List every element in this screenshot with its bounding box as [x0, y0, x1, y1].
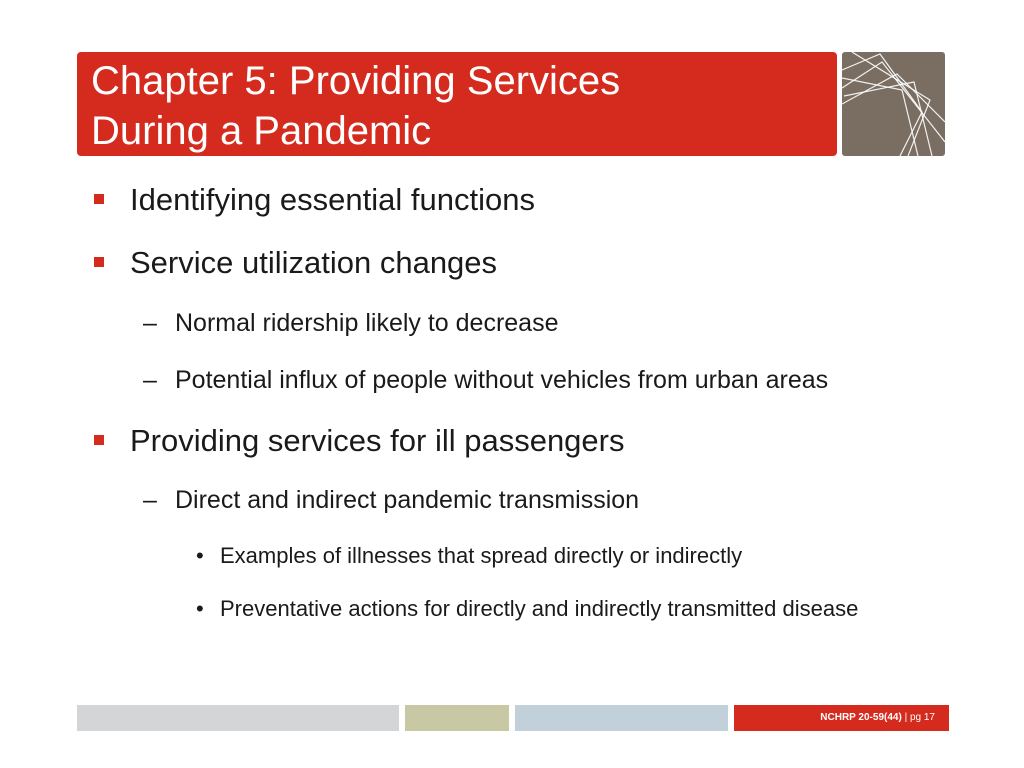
- footer-project-code: NCHRP 20-59(44): [820, 712, 902, 723]
- bullet-providing-services-ill-passengers: Providing services for ill passengers: [130, 423, 625, 459]
- dash-bullet-icon: –: [143, 309, 157, 337]
- bullet-identifying-essential-functions: Identifying essential functions: [130, 182, 535, 218]
- footer-page-number: pg 17: [909, 712, 935, 723]
- logo-tile: [842, 52, 945, 156]
- footer-separator: |: [904, 712, 908, 723]
- footer-page-label: [734, 705, 949, 731]
- footer-bar-olive: [405, 705, 509, 731]
- bullet-service-utilization-changes: Service utilization changes: [130, 245, 497, 281]
- page-title: [91, 56, 827, 156]
- title-line-1: Chapter 5: Providing Services: [91, 59, 621, 103]
- sub-bullet-direct-indirect-transmission: – Direct and indirect pandemic transmission: [143, 486, 640, 514]
- dash-bullet-icon: –: [143, 366, 157, 394]
- dot-bullet-icon: •: [196, 543, 204, 568]
- sub-sub-bullet-preventative-actions: • Preventative actions for directly and indirectly transmitted disease: [220, 594, 900, 624]
- title-line-2: During a Pandemic: [91, 109, 432, 153]
- dash-bullet-icon: –: [143, 486, 157, 514]
- dot-bullet-icon: •: [196, 596, 204, 621]
- sub-bullet-normal-ridership: – Normal ridership likely to decrease: [143, 309, 559, 337]
- abstract-lines-logo-icon: [842, 52, 945, 156]
- square-bullet-icon: [94, 435, 104, 445]
- sub-sub-bullet-examples-illnesses: • Examples of illnesses that spread directly or indirectly: [220, 541, 900, 571]
- sub-bullet-potential-influx: – Potential influx of people without vehicles from urban areas: [143, 366, 829, 394]
- title-banner: [77, 52, 837, 156]
- square-bullet-icon: [94, 194, 104, 204]
- footer-bar-blue: [515, 705, 728, 731]
- square-bullet-icon: [94, 257, 104, 267]
- footer-bar-gray: [77, 705, 399, 731]
